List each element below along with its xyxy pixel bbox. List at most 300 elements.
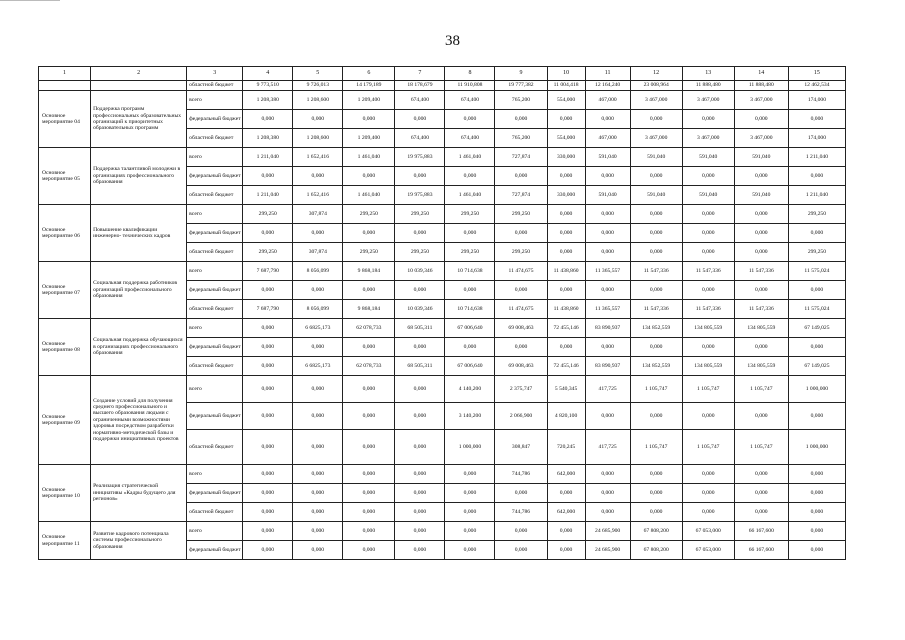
- value-cell: 0,000: [343, 224, 395, 243]
- value-cell: 0,000: [445, 338, 495, 357]
- value-cell: 134 805,559: [682, 319, 734, 338]
- scan-edge-mark: [0, 0, 60, 1]
- value-cell: 0,000: [243, 522, 293, 541]
- value-cell: 0,000: [495, 281, 547, 300]
- value-cell: 24 685,900: [585, 541, 630, 560]
- value-cell: 0,000: [293, 281, 343, 300]
- value-cell: 10 714,638: [445, 262, 495, 281]
- value-cell: 0,000: [293, 430, 343, 465]
- value-cell: 299,250: [343, 243, 395, 262]
- value-cell: 0,000: [788, 522, 845, 541]
- value-cell: 2 375,747: [495, 376, 547, 403]
- value-cell: 11 575,024: [788, 300, 845, 319]
- value-cell: 0,000: [734, 338, 788, 357]
- value-cell: 0,000: [343, 430, 395, 465]
- value-cell: 744,786: [495, 503, 547, 522]
- value-cell: 0,000: [585, 167, 630, 186]
- value-cell: 674,400: [395, 129, 445, 148]
- header-row: [39, 67, 846, 81]
- value-cell: 67 053,000: [682, 522, 734, 541]
- value-cell: 299,250: [395, 205, 445, 224]
- value-cell: 0,000: [630, 167, 682, 186]
- value-cell: 2 066,900: [495, 403, 547, 430]
- value-cell: 0,000: [243, 281, 293, 300]
- funding-source-cell: областной бюджет: [187, 81, 243, 91]
- value-cell: 0,000: [445, 484, 495, 503]
- value-cell: 0,000: [682, 110, 734, 129]
- value-cell: 674,400: [445, 129, 495, 148]
- value-cell: 66 167,600: [734, 522, 788, 541]
- table-row: [39, 205, 846, 224]
- value-cell: 299,250: [445, 243, 495, 262]
- value-cell: 0,000: [585, 281, 630, 300]
- funding-source-cell: областной бюджет: [187, 300, 243, 319]
- value-cell: 11 547,336: [630, 262, 682, 281]
- value-cell: 4 820,100: [547, 403, 585, 430]
- value-cell: 0,000: [630, 503, 682, 522]
- value-cell: 0,000: [734, 281, 788, 300]
- value-cell: 591,040: [585, 148, 630, 167]
- value-cell: 0,000: [547, 541, 585, 560]
- column-header-9: 9: [495, 67, 547, 81]
- value-cell: 307,874: [293, 205, 343, 224]
- value-cell: 0,000: [788, 281, 845, 300]
- value-cell: 0,000: [343, 376, 395, 403]
- column-header-12: 12: [630, 67, 682, 81]
- value-cell: 0,000: [445, 522, 495, 541]
- value-cell: 0,000: [343, 110, 395, 129]
- column-header-11: 11: [585, 67, 630, 81]
- column-header-10: 10: [547, 67, 585, 81]
- value-cell: 9 773,510: [243, 81, 293, 91]
- column-header-14: 14: [734, 67, 788, 81]
- value-cell: 744,786: [495, 465, 547, 484]
- value-cell: 0,000: [395, 541, 445, 560]
- value-cell: 330,000: [547, 186, 585, 205]
- value-cell: 0,000: [585, 403, 630, 430]
- value-cell: 11 888,480: [682, 81, 734, 91]
- value-cell: 11 910,808: [445, 81, 495, 91]
- value-cell: 0,000: [343, 167, 395, 186]
- value-cell: 1 652,416: [293, 148, 343, 167]
- value-cell: 1 000,000: [788, 430, 845, 465]
- value-cell: 0,000: [682, 338, 734, 357]
- value-cell: 0,000: [682, 224, 734, 243]
- value-cell: 1 000,000: [788, 376, 845, 403]
- value-cell: 1 208,380: [243, 91, 293, 110]
- value-cell: 0,000: [734, 484, 788, 503]
- value-cell: 6 6825,173: [293, 357, 343, 376]
- column-header-8: 8: [445, 67, 495, 81]
- value-cell: 1 211,040: [243, 148, 293, 167]
- value-cell: 1 209,400: [343, 129, 395, 148]
- value-cell: 0,000: [293, 224, 343, 243]
- value-cell: 0,000: [495, 167, 547, 186]
- funding-source-cell: всего: [187, 522, 243, 541]
- value-cell: 134 805,559: [734, 357, 788, 376]
- value-cell: 0,000: [445, 167, 495, 186]
- table-row: [39, 81, 846, 91]
- value-cell: 19 975,883: [395, 186, 445, 205]
- value-cell: 0,000: [243, 110, 293, 129]
- value-cell: 0,000: [293, 522, 343, 541]
- value-cell: 3 467,000: [630, 91, 682, 110]
- value-cell: 11 365,557: [585, 262, 630, 281]
- value-cell: 11 474,675: [495, 262, 547, 281]
- value-cell: 0,000: [547, 522, 585, 541]
- funding-source-cell: федеральный бюджет: [187, 281, 243, 300]
- funding-source-cell: федеральный бюджет: [187, 484, 243, 503]
- funding-source-cell: областной бюджет: [187, 129, 243, 148]
- value-cell: 12 462,534: [788, 81, 845, 91]
- value-cell: 299,250: [788, 243, 845, 262]
- empty-cell: [91, 81, 187, 91]
- value-cell: 0,000: [395, 522, 445, 541]
- value-cell: 591,040: [734, 186, 788, 205]
- funding-source-cell: федеральный бюджет: [187, 541, 243, 560]
- value-cell: 24 685,900: [585, 522, 630, 541]
- value-cell: 1 461,040: [343, 186, 395, 205]
- value-cell: 1 208,600: [293, 129, 343, 148]
- value-cell: 7 687,790: [243, 300, 293, 319]
- value-cell: 83 890,937: [585, 319, 630, 338]
- table-row: [39, 465, 846, 484]
- value-cell: 0,000: [585, 484, 630, 503]
- value-cell: 11 438,860: [547, 262, 585, 281]
- value-cell: 0,000: [682, 281, 734, 300]
- value-cell: 554,000: [547, 129, 585, 148]
- value-cell: 0,000: [343, 338, 395, 357]
- value-cell: 67 149,025: [788, 357, 845, 376]
- value-cell: 3 467,000: [682, 91, 734, 110]
- value-cell: 0,000: [630, 465, 682, 484]
- value-cell: 0,000: [243, 430, 293, 465]
- value-cell: 1 105,747: [734, 376, 788, 403]
- activity-description-cell: Создание условий для получения среднего профессионального и высшего образования людьми с ограниченными возможностями здоровья посредством разработки нормативно-методической базы и поддержки инициативных проектов: [91, 376, 187, 465]
- value-cell: 5 540,345: [547, 376, 585, 403]
- value-cell: 0,000: [243, 403, 293, 430]
- value-cell: 0,000: [547, 338, 585, 357]
- value-cell: 0,000: [734, 110, 788, 129]
- value-cell: 72 455,146: [547, 319, 585, 338]
- funding-source-cell: областной бюджет: [187, 430, 243, 465]
- activity-label-cell: Основное мероприятие 11: [39, 522, 91, 560]
- value-cell: 0,000: [630, 205, 682, 224]
- funding-source-cell: областной бюджет: [187, 186, 243, 205]
- value-cell: 9 868,184: [343, 300, 395, 319]
- funding-source-cell: областной бюджет: [187, 357, 243, 376]
- activity-label-cell: Основное мероприятие 05: [39, 148, 91, 205]
- value-cell: 0,000: [734, 243, 788, 262]
- value-cell: 174,000: [788, 91, 845, 110]
- value-cell: 11 547,336: [630, 300, 682, 319]
- value-cell: 0,000: [682, 503, 734, 522]
- value-cell: 0,000: [445, 110, 495, 129]
- activity-description-cell: Социальная поддержка работников организаций профессионального образования: [91, 262, 187, 319]
- value-cell: 299,250: [788, 205, 845, 224]
- value-cell: 417,725: [585, 376, 630, 403]
- value-cell: 0,000: [293, 465, 343, 484]
- value-cell: 0,000: [585, 243, 630, 262]
- value-cell: 0,000: [734, 465, 788, 484]
- page-number: 38: [445, 33, 460, 49]
- activity-description-cell: Поддержка талантливой молодежи в организациях профессионального образования: [91, 148, 187, 205]
- value-cell: 0,000: [734, 403, 788, 430]
- activity-description-cell: Социальная поддержка обучающихся в организациях профессионального образования: [91, 319, 187, 376]
- value-cell: 299,250: [243, 205, 293, 224]
- funding-source-cell: всего: [187, 148, 243, 167]
- value-cell: 299,250: [495, 243, 547, 262]
- value-cell: 1 105,747: [682, 430, 734, 465]
- column-header-7: 7: [395, 67, 445, 81]
- column-header-13: 13: [682, 67, 734, 81]
- value-cell: 0,000: [445, 503, 495, 522]
- value-cell: 3 467,000: [734, 91, 788, 110]
- value-cell: 0,000: [343, 403, 395, 430]
- value-cell: 0,000: [243, 503, 293, 522]
- value-cell: 674,400: [395, 91, 445, 110]
- value-cell: 0,000: [630, 281, 682, 300]
- value-cell: 0,000: [343, 541, 395, 560]
- value-cell: 1 208,380: [243, 129, 293, 148]
- value-cell: 554,000: [547, 91, 585, 110]
- value-cell: 0,000: [243, 319, 293, 338]
- value-cell: 7 687,790: [243, 262, 293, 281]
- activity-label-cell: Основное мероприятие 04: [39, 91, 91, 148]
- column-header-1: 1: [39, 67, 91, 81]
- value-cell: 11 474,675: [495, 300, 547, 319]
- value-cell: 0,000: [585, 224, 630, 243]
- value-cell: 330,000: [547, 148, 585, 167]
- column-header-4: 4: [243, 67, 293, 81]
- value-cell: 720,245: [547, 430, 585, 465]
- value-cell: 0,000: [243, 376, 293, 403]
- column-header-15: 15: [788, 67, 845, 81]
- value-cell: 0,000: [293, 403, 343, 430]
- value-cell: 134 805,559: [682, 357, 734, 376]
- value-cell: 0,000: [734, 503, 788, 522]
- value-cell: 0,000: [293, 167, 343, 186]
- value-cell: 6 6825,173: [293, 319, 343, 338]
- value-cell: 0,000: [395, 484, 445, 503]
- value-cell: 0,000: [788, 338, 845, 357]
- value-cell: 0,000: [547, 243, 585, 262]
- value-cell: 11 575,024: [788, 262, 845, 281]
- value-cell: 308,847: [495, 430, 547, 465]
- activity-label-cell: Основное мероприятие 09: [39, 376, 91, 465]
- value-cell: 0,000: [343, 484, 395, 503]
- value-cell: 1 461,040: [445, 186, 495, 205]
- funding-source-cell: всего: [187, 262, 243, 281]
- value-cell: 765,200: [495, 129, 547, 148]
- value-cell: 591,040: [734, 148, 788, 167]
- value-cell: 0,000: [547, 484, 585, 503]
- value-cell: 1 000,000: [445, 430, 495, 465]
- value-cell: 134 852,559: [630, 319, 682, 338]
- value-cell: 0,000: [395, 110, 445, 129]
- value-cell: 307,874: [293, 243, 343, 262]
- value-cell: 23 008,964: [630, 81, 682, 91]
- value-cell: 0,000: [630, 243, 682, 262]
- value-cell: 674,400: [445, 91, 495, 110]
- value-cell: 3 140,200: [445, 403, 495, 430]
- value-cell: 11 888,480: [734, 81, 788, 91]
- activity-label-cell: Основное мероприятие 07: [39, 262, 91, 319]
- value-cell: 1 461,040: [343, 148, 395, 167]
- value-cell: 10 714,638: [445, 300, 495, 319]
- funding-source-cell: федеральный бюджет: [187, 224, 243, 243]
- value-cell: 0,000: [788, 167, 845, 186]
- value-cell: 0,000: [788, 541, 845, 560]
- value-cell: 67 053,000: [682, 541, 734, 560]
- value-cell: 0,000: [788, 484, 845, 503]
- value-cell: 62 078,733: [343, 319, 395, 338]
- value-cell: 765,200: [495, 91, 547, 110]
- value-cell: 8 056,099: [293, 300, 343, 319]
- value-cell: 83 890,937: [585, 357, 630, 376]
- column-header-5: 5: [293, 67, 343, 81]
- value-cell: 0,000: [630, 403, 682, 430]
- value-cell: 0,000: [630, 110, 682, 129]
- activity-description-cell: Развитие кадрового потенциала системы профессионального образования: [91, 522, 187, 560]
- value-cell: 66 167,600: [734, 541, 788, 560]
- value-cell: 1 105,747: [682, 376, 734, 403]
- value-cell: 11 004,418: [547, 81, 585, 91]
- value-cell: 0,000: [547, 167, 585, 186]
- value-cell: 0,000: [395, 403, 445, 430]
- value-cell: 11 547,336: [682, 300, 734, 319]
- column-header-3: 3: [187, 67, 243, 81]
- value-cell: 11 547,336: [682, 262, 734, 281]
- value-cell: 11 365,557: [585, 300, 630, 319]
- value-cell: 69 008,463: [495, 319, 547, 338]
- value-cell: 14 179,189: [343, 81, 395, 91]
- value-cell: 10 039,346: [395, 300, 445, 319]
- value-cell: 0,000: [585, 503, 630, 522]
- value-cell: 67 808,200: [630, 522, 682, 541]
- value-cell: 0,000: [343, 522, 395, 541]
- value-cell: 0,000: [630, 484, 682, 503]
- table-row: [39, 262, 846, 281]
- value-cell: 1 209,400: [343, 91, 395, 110]
- value-cell: 0,000: [395, 338, 445, 357]
- value-cell: 1 211,040: [243, 186, 293, 205]
- funding-source-cell: областной бюджет: [187, 503, 243, 522]
- value-cell: 0,000: [788, 224, 845, 243]
- value-cell: 3 467,000: [630, 129, 682, 148]
- value-cell: 134 805,559: [734, 319, 788, 338]
- value-cell: 591,040: [630, 186, 682, 205]
- value-cell: 591,040: [630, 148, 682, 167]
- value-cell: 1 461,040: [445, 148, 495, 167]
- value-cell: 0,000: [445, 541, 495, 560]
- value-cell: 1 208,600: [293, 91, 343, 110]
- activity-label-cell: Основное мероприятие 10: [39, 465, 91, 522]
- value-cell: 0,000: [343, 503, 395, 522]
- value-cell: 642,000: [547, 503, 585, 522]
- value-cell: 0,000: [585, 465, 630, 484]
- value-cell: 0,000: [243, 465, 293, 484]
- value-cell: 12 164,240: [585, 81, 630, 91]
- value-cell: 0,000: [445, 281, 495, 300]
- value-cell: 11 438,860: [547, 300, 585, 319]
- value-cell: 0,000: [243, 357, 293, 376]
- value-cell: 0,000: [630, 224, 682, 243]
- value-cell: 0,000: [630, 338, 682, 357]
- value-cell: 1 105,747: [630, 376, 682, 403]
- value-cell: 591,040: [682, 148, 734, 167]
- value-cell: 11 547,336: [734, 300, 788, 319]
- value-cell: 0,000: [395, 503, 445, 522]
- value-cell: 0,000: [243, 541, 293, 560]
- value-cell: 0,000: [243, 224, 293, 243]
- budget-table: [38, 66, 846, 560]
- value-cell: 0,000: [495, 541, 547, 560]
- value-cell: 0,000: [293, 503, 343, 522]
- value-cell: 3 467,000: [682, 129, 734, 148]
- value-cell: 299,250: [243, 243, 293, 262]
- table-row: [39, 148, 846, 167]
- value-cell: 0,000: [243, 484, 293, 503]
- funding-source-cell: федеральный бюджет: [187, 167, 243, 186]
- empty-cell: [39, 81, 91, 91]
- value-cell: 1 211,040: [788, 148, 845, 167]
- value-cell: 1 652,416: [293, 186, 343, 205]
- activity-description-cell: Поддержка программ профессиональных образовательных организаций к приоритетных образовательных программ: [91, 91, 187, 148]
- activity-label-cell: Основное мероприятие 06: [39, 205, 91, 262]
- funding-source-cell: всего: [187, 205, 243, 224]
- value-cell: 0,000: [547, 224, 585, 243]
- value-cell: 0,000: [293, 484, 343, 503]
- table-row: [39, 91, 846, 110]
- value-cell: 467,000: [585, 129, 630, 148]
- value-cell: 0,000: [682, 167, 734, 186]
- value-cell: 0,000: [343, 465, 395, 484]
- value-cell: 0,000: [788, 503, 845, 522]
- funding-source-cell: всего: [187, 465, 243, 484]
- activity-label-cell: Основное мероприятие 08: [39, 319, 91, 376]
- value-cell: 467,000: [585, 91, 630, 110]
- value-cell: 727,874: [495, 186, 547, 205]
- funding-source-cell: федеральный бюджет: [187, 403, 243, 430]
- activity-description-cell: Реализация стратегической инициативы «Кадры будущего для регионов»: [91, 465, 187, 522]
- value-cell: 0,000: [547, 110, 585, 129]
- value-cell: 0,000: [495, 522, 547, 541]
- funding-source-cell: областной бюджет: [187, 243, 243, 262]
- value-cell: 0,000: [445, 224, 495, 243]
- funding-source-cell: всего: [187, 91, 243, 110]
- value-cell: 591,040: [682, 186, 734, 205]
- value-cell: 69 008,463: [495, 357, 547, 376]
- value-cell: 4 140,200: [445, 376, 495, 403]
- value-cell: 0,000: [395, 281, 445, 300]
- value-cell: 19 777,382: [495, 81, 547, 91]
- value-cell: 67 006,640: [445, 357, 495, 376]
- funding-source-cell: федеральный бюджет: [187, 338, 243, 357]
- value-cell: 0,000: [682, 484, 734, 503]
- value-cell: 10 039,346: [395, 262, 445, 281]
- table-row: [39, 522, 846, 541]
- value-cell: 299,250: [343, 205, 395, 224]
- value-cell: 0,000: [495, 110, 547, 129]
- activity-description-cell: Повышение квалификации инженерно- технических кадров: [91, 205, 187, 262]
- value-cell: 642,000: [547, 465, 585, 484]
- value-cell: 134 852,559: [630, 357, 682, 376]
- value-cell: 0,000: [243, 338, 293, 357]
- value-cell: 62 078,733: [343, 357, 395, 376]
- value-cell: 0,000: [585, 205, 630, 224]
- value-cell: 18 178,679: [395, 81, 445, 91]
